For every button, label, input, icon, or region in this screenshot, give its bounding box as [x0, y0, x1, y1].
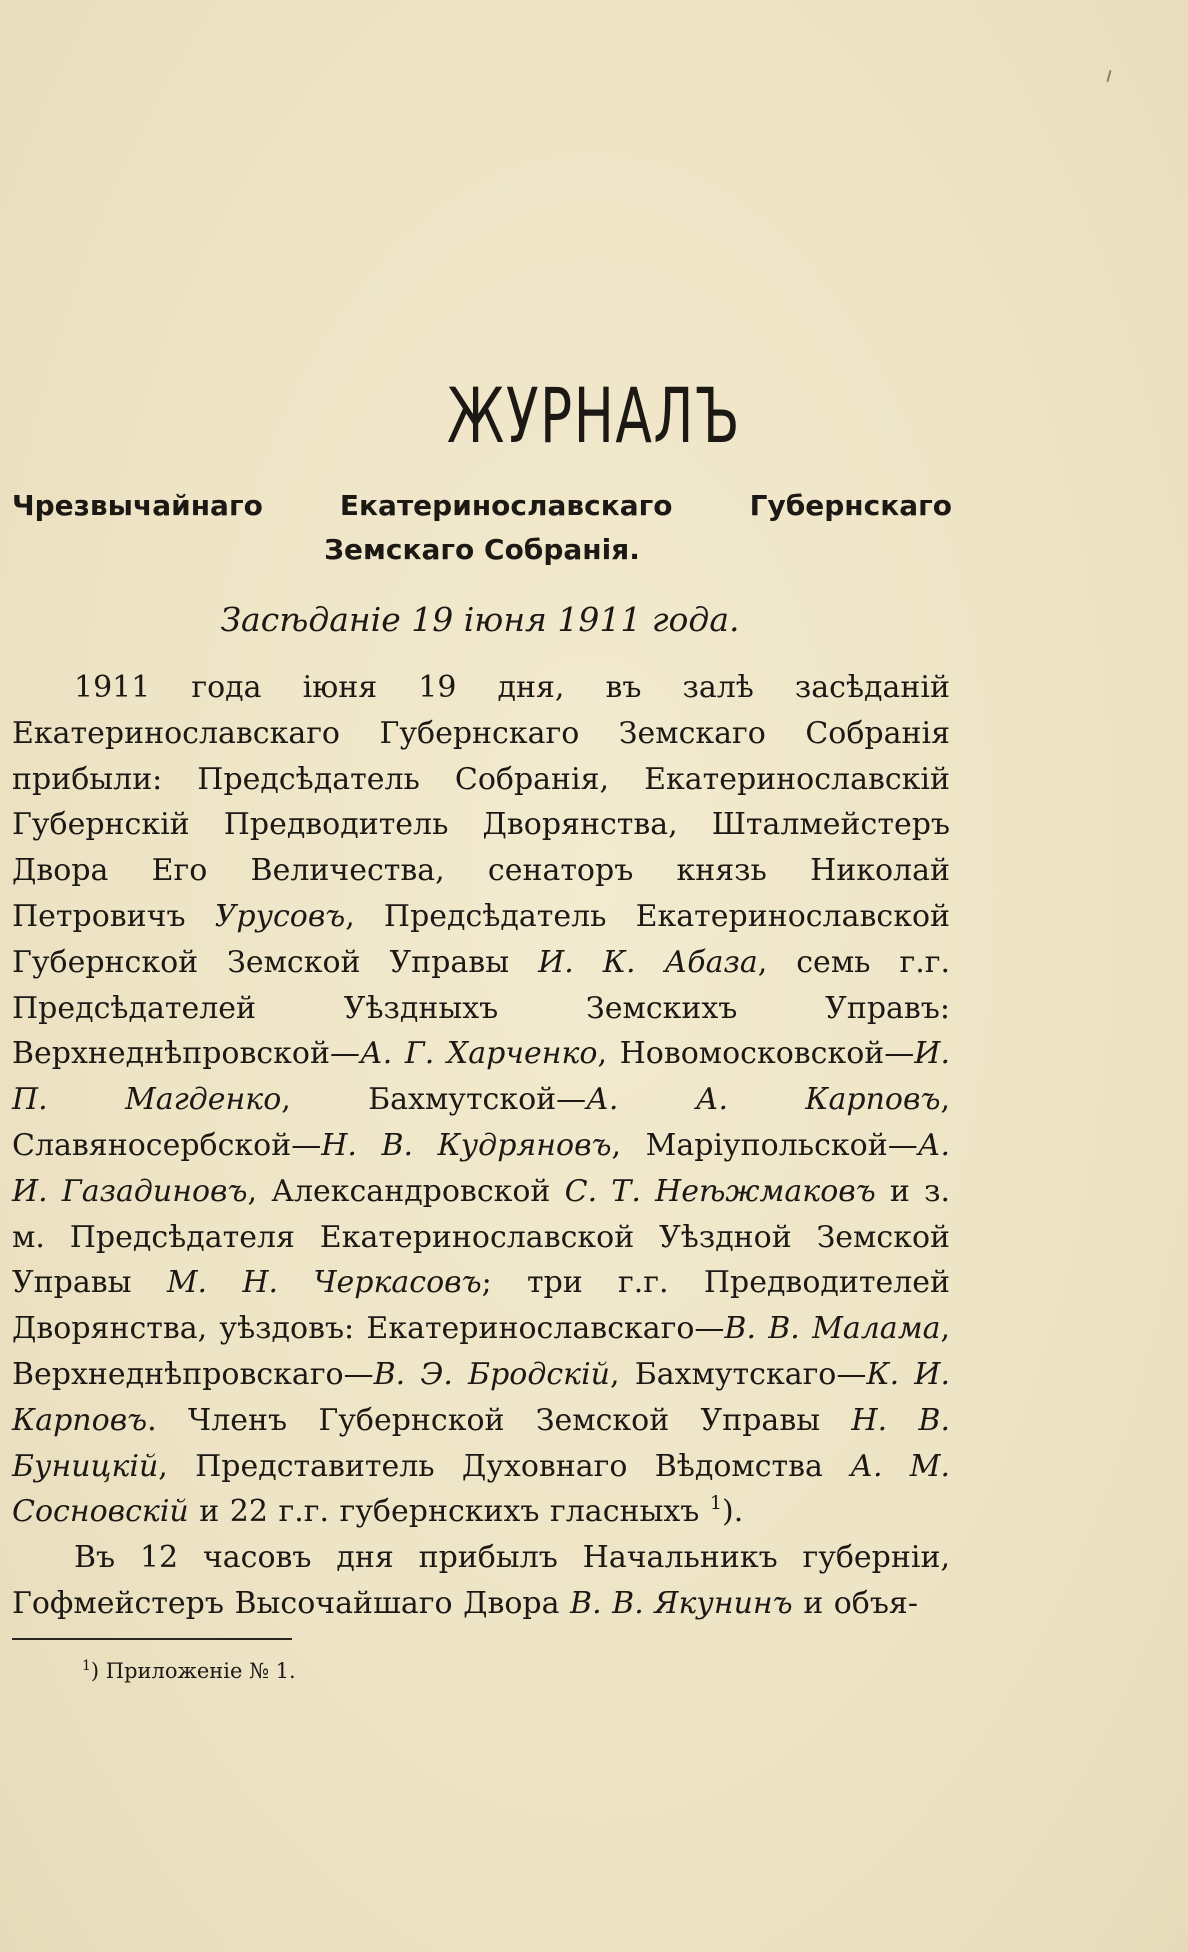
text-run: , Маріупольской—	[611, 1127, 918, 1163]
text-run: , Александровской	[247, 1173, 565, 1209]
text-run: и з. м. Предсѣдателя Екатеринославской Уѣздной Земской Управы	[12, 1173, 950, 1301]
italic-name: В. В. Якунинъ	[570, 1585, 793, 1621]
footnote-ref: 1	[709, 1492, 722, 1515]
text-run: , Бахмутской—	[281, 1082, 587, 1118]
italic-name: В. Э. Бродскій	[373, 1356, 610, 1392]
italic-name: В. В. Малама	[724, 1311, 941, 1347]
text-run: , Верхнеднѣпровскаго—	[12, 1311, 950, 1392]
text-run: и объя-	[792, 1585, 918, 1621]
footnote-mark: 1	[82, 1658, 91, 1674]
text-run: ; три г.г. Предводителей Дворянства, уѣздовъ: Екатеринославскаго—	[12, 1265, 950, 1347]
text-run: , семь г.г. Предсѣдателей Уѣздныхъ Земскихъ Управъ: Верхнеднѣпровской—	[12, 944, 950, 1072]
italic-name: Урусовъ	[214, 898, 346, 934]
italic-name: А. Г. Харченко	[360, 1036, 598, 1072]
text-run: , Славяносербской—	[12, 1082, 950, 1163]
text-run: , Представитель Духовнаго Вѣдомства	[158, 1448, 851, 1484]
body-text	[12, 665, 950, 1627]
text-run: , Бахмутскаго—	[610, 1356, 867, 1392]
italic-name: Н. В. Кудряновъ	[321, 1127, 612, 1163]
italic-name: А. А. Карповъ	[586, 1082, 941, 1118]
text-run: и 22 г.г. губернскихъ гласныхъ	[188, 1494, 710, 1530]
italic-name: К. И. Карповъ	[12, 1356, 950, 1438]
footnote-rule	[12, 1638, 292, 1640]
text-run: , Новомосковской—	[597, 1036, 915, 1072]
document-subtitle: Чрезвычайнаго Екатеринославскаго Губернскаго Земскаго Собранія.	[12, 489, 952, 566]
text-run: 1911 года іюня 19 дня, въ залѣ засѣданій Екатеринославскаго Губернскаго Земскаго Собранія прибыли: Предсѣдатель Собранія, Екатеринославскій Губернскій Предводитель Дворянства, Шталмейстеръ Двора Его Величества, сенаторъ князь Николай Петровичъ	[12, 670, 950, 934]
text-run: . Членъ Губернской Земской Управы	[147, 1402, 852, 1438]
italic-name: С. Т. Неѣжмаковъ	[564, 1173, 876, 1209]
italic-name: И. К. Абаза	[538, 944, 758, 980]
italic-name: А. М. Сосновскій	[12, 1448, 951, 1530]
paragraph-attendance	[12, 665, 950, 1535]
italic-name: И. П. Магденко	[12, 1036, 950, 1118]
page-edge-mark	[1106, 70, 1111, 82]
text-run: Въ 12 часовъ дня прибылъ Начальникъ губерніи, Гофмейстеръ Высочайшаго Двора	[12, 1540, 950, 1621]
italic-name: А. И. Газадиновъ	[12, 1127, 950, 1209]
footnote-text: ) Приложеніе № 1.	[90, 1659, 296, 1683]
text-run: ).	[722, 1494, 744, 1530]
paragraph-arrival	[12, 1535, 950, 1627]
italic-name: Н. В. Буницкій	[12, 1402, 950, 1484]
text-run: , Предсѣдатель Екатеринославской Губернской Земской Управы	[12, 898, 950, 980]
session-heading: Засѣданіе 19 іюня 1911 года.	[220, 600, 740, 639]
footnote	[82, 1656, 296, 1686]
document-title: ЖУРНАЛЪ	[446, 371, 742, 460]
italic-name: М. Н. Черкасовъ	[166, 1265, 482, 1301]
